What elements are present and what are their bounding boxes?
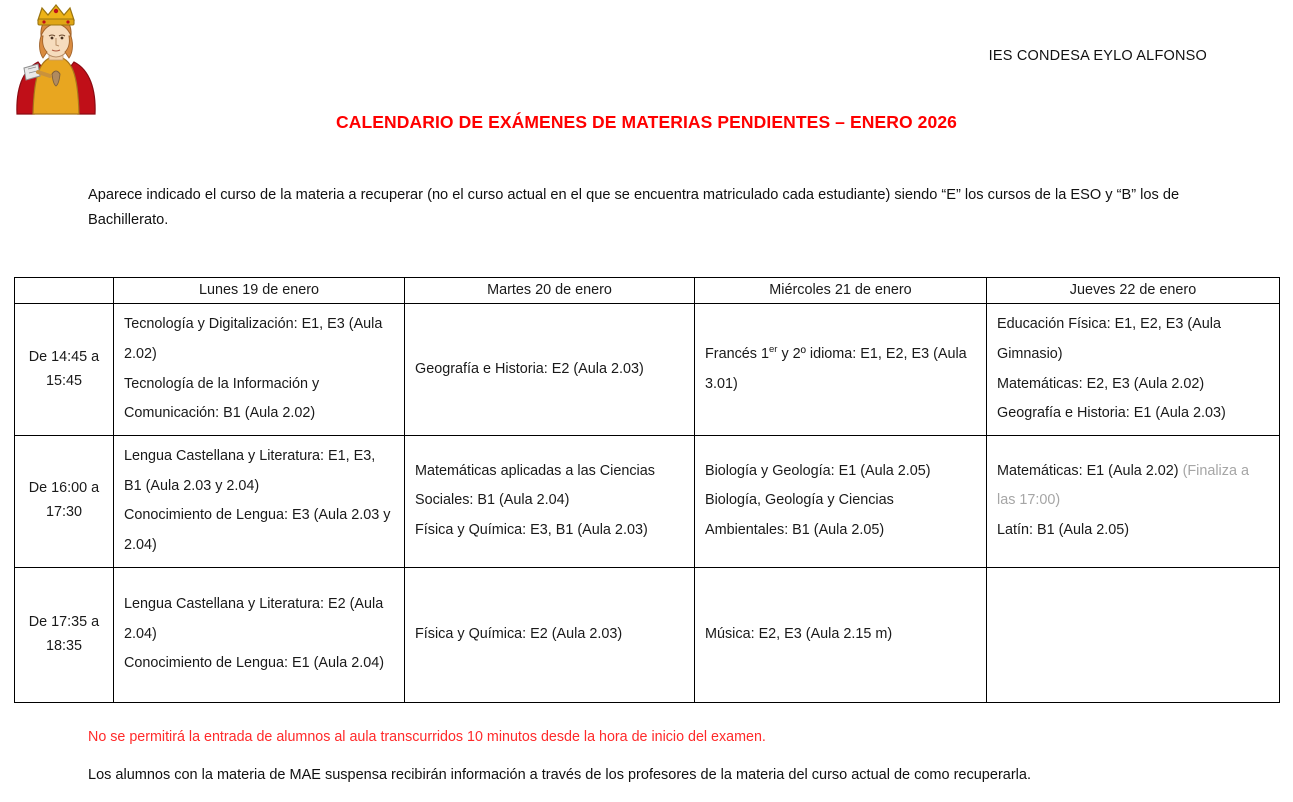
cell-wednesday-slot-2 [695, 435, 987, 567]
column-header-wednesday: Miércoles 21 de enero [695, 278, 987, 304]
cell-monday-slot-3 [114, 567, 405, 702]
exam-entry: Educación Física: E1, E2, E3 (Aula Gimnasio) [997, 316, 1221, 362]
cell-wednesday-slot-3 [695, 567, 987, 702]
cell-monday-slot-2 [114, 435, 405, 567]
exam-entry: Biología y Geología: E1 (Aula 2.05) [705, 462, 931, 479]
exam-entry: Tecnología y Digitalización: E1, E3 (Aula 2.02) [124, 316, 383, 362]
exam-entry-main: Matemáticas: E1 (Aula 2.02) [997, 462, 1183, 479]
exam-entry: Tecnología de la Información y Comunicación: B1 (Aula 2.02) [124, 375, 320, 422]
exam-entry: Francés 1er y 2º idioma: E1, E2, E3 (Aula 3.01) [705, 344, 967, 392]
cell-monday-slot-1 [114, 304, 405, 436]
exam-calendar-table [14, 277, 1280, 702]
column-header-monday: Lunes 19 de enero [114, 278, 405, 304]
exam-entry: Latín: B1 (Aula 2.05) [997, 522, 1129, 539]
exam-entry [997, 457, 1270, 516]
cell-thursday-slot-3 [987, 567, 1280, 702]
cell-tuesday-slot-3 [405, 567, 695, 702]
page-title: CALENDARIO DE EXÁMENES DE MATERIAS PENDIENTES – ENERO 2026 [335, 112, 957, 132]
time-slot-1: De 14:45 a 15:45 [15, 304, 114, 436]
exam-entry: Conocimiento de Lengua: E3 (Aula 2.03 y 2.04) [124, 507, 391, 553]
queen-crest-logo [8, 2, 104, 120]
table-row [15, 567, 1280, 702]
table-row [15, 435, 1280, 567]
column-header-thursday: Jueves 22 de enero [987, 278, 1280, 304]
late-entry-warning: No se permitirá la entrada de alumnos al aula transcurridos 10 minutos desde la hora de inicio del examen. [88, 728, 766, 745]
cell-thursday-slot-2 [987, 435, 1280, 567]
column-header-time [15, 278, 114, 304]
footer-notes [88, 725, 1205, 788]
exam-entry-end-note: (Finaliza a las 17:00) [997, 462, 1249, 509]
table-header-row [15, 278, 1280, 304]
exam-entry: Lengua Castellana y Literatura: E1, E3, B1 (Aula 2.03 y 2.04) [124, 447, 376, 494]
exam-entry: Biología, Geología y Ciencias Ambientales: B1 (Aula 2.05) [705, 492, 894, 539]
school-name: IES CONDESA EYLO ALFONSO [988, 48, 1207, 64]
column-header-tuesday: Martes 20 de enero [405, 278, 695, 304]
page-header [0, 0, 1293, 96]
exam-entry: Física y Química: E3, B1 (Aula 2.03) [415, 522, 648, 539]
exam-entry: Lengua Castellana y Literatura: E2 (Aula 2.04) [124, 596, 384, 642]
exam-entry: Geografía e Historia: E2 (Aula 2.03) [415, 360, 644, 377]
cell-thursday-slot-1 [987, 304, 1280, 436]
cell-tuesday-slot-2 [405, 435, 695, 567]
exam-entry: Física y Química: E2 (Aula 2.03) [415, 625, 623, 642]
cell-wednesday-slot-1 [695, 304, 987, 436]
intro-paragraph: Aparece indicado el curso de la materia a recuperar (no el curso actual en el que se encuentra matriculado cada estudiante) siendo “E” los cursos de la ESO y “B” los de Bachillerato. [88, 187, 1180, 229]
table-row [15, 304, 1280, 436]
exam-entry: Geografía e Historia: E1 (Aula 2.03) [997, 405, 1226, 422]
exam-entry: Matemáticas: E2, E3 (Aula 2.02) [997, 375, 1205, 392]
exam-entry: Conocimiento de Lengua: E1 (Aula 2.04) [124, 655, 385, 672]
time-slot-2: De 16:00 a 17:30 [15, 435, 114, 567]
exam-entry: Matemáticas aplicadas a las Ciencias Sociales: B1 (Aula 2.04) [415, 462, 655, 509]
time-slot-3: De 17:35 a 18:35 [15, 567, 114, 702]
cell-tuesday-slot-1 [405, 304, 695, 436]
exam-entry: Música: E2, E3 (Aula 2.15 m) [705, 625, 893, 642]
mae-info-note: Los alumnos con la materia de MAE suspensa recibirán información a través de los profesores de la materia del curso actual de como recuperarla. [88, 767, 1031, 784]
